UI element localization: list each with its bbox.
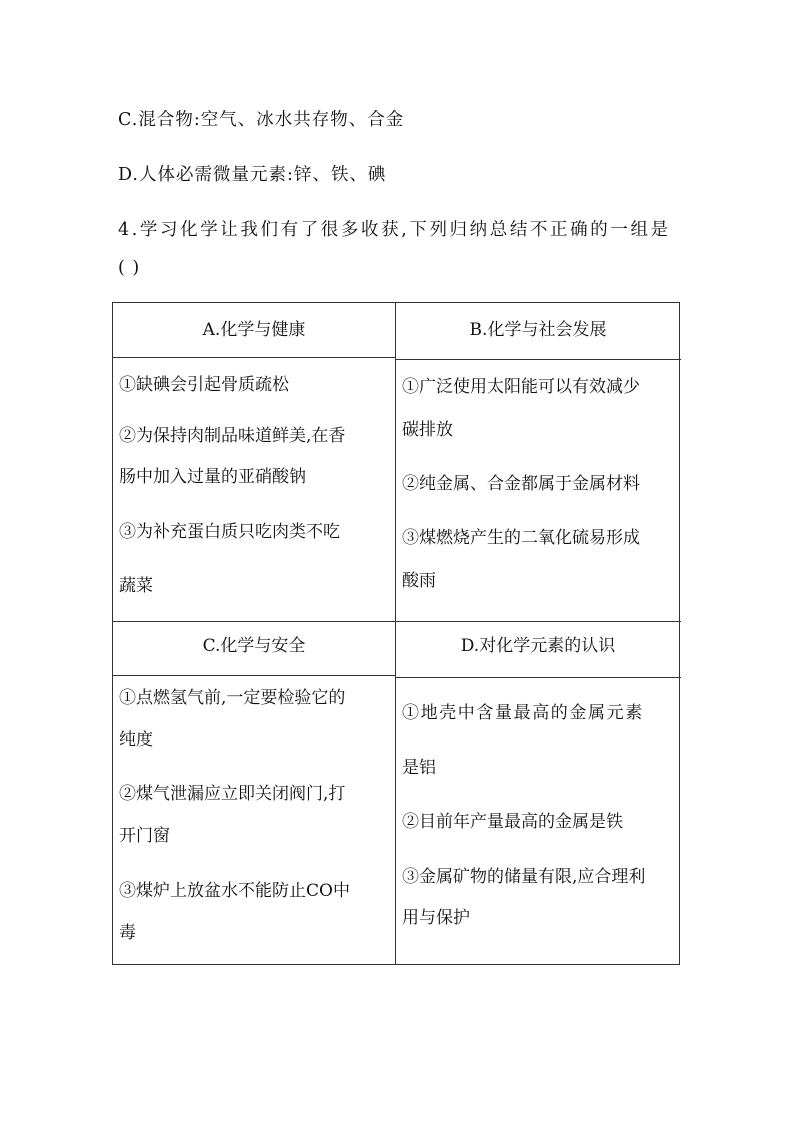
cell-text: ②纯金属、合金都属于金属材料 [402,474,640,494]
cell-text: ③煤燃烧产生的二氧化硫易形成 [402,528,640,548]
cell-text: ②为保持肉制品味道鲜美,在香 [119,426,346,446]
cell-text: 毒 [119,923,136,943]
cell-text: 碳排放 [402,420,453,440]
cell-text: ①点燃氢气前,一定要检验它的 [119,688,346,708]
summary-table [112,302,680,965]
cell-text: ③煤炉上放盆水不能防止CO中 [119,881,350,901]
cell-text: ③金属矿物的储量有限,应合理利 [402,867,646,887]
cell-text: 肠中加入过量的亚硝酸钠 [119,467,306,487]
cell-text: ②目前年产量最高的金属是铁 [402,812,623,832]
answer-blank: ( ) [118,258,141,278]
cell-text: 是铝 [402,758,436,778]
header-health: A.化学与健康 [202,320,306,340]
cell-text: ①广泛使用太阳能可以有效减少 [402,377,640,397]
header-society: B.化学与社会发展 [469,320,607,340]
cell-text: 开门窗 [119,826,170,846]
cell-society [402,303,678,621]
cell-text: ①地壳中含量最高的金属元素 [402,703,644,723]
table-divider [113,621,681,622]
header-safety: C.化学与安全 [202,636,306,656]
cell-text: 酸雨 [402,571,436,591]
cell-text: ①缺碘会引起骨质疏松 [119,375,289,395]
cell-text: 用与保护 [402,908,470,928]
cell-text: 蔬菜 [119,576,153,596]
question-4-stem: 4.学习化学让我们有了很多收获,下列归纳总结不正确的一组是 [118,220,671,240]
cell-text: ③为补充蛋白质只吃肉类不吃 [119,522,340,542]
cell-health [119,303,391,621]
header-elements: D.对化学元素的认识 [460,636,616,656]
cell-text: ②煤气泄漏应立即关闭阀门,打 [119,784,346,804]
option-c-line: C.混合物:空气、冰水共存物、合金 [118,110,405,130]
cell-text: 纯度 [119,730,153,750]
option-d-line: D.人体必需微量元素:锌、铁、碘 [118,165,387,185]
table-divider [395,677,681,678]
table-divider [113,675,395,676]
